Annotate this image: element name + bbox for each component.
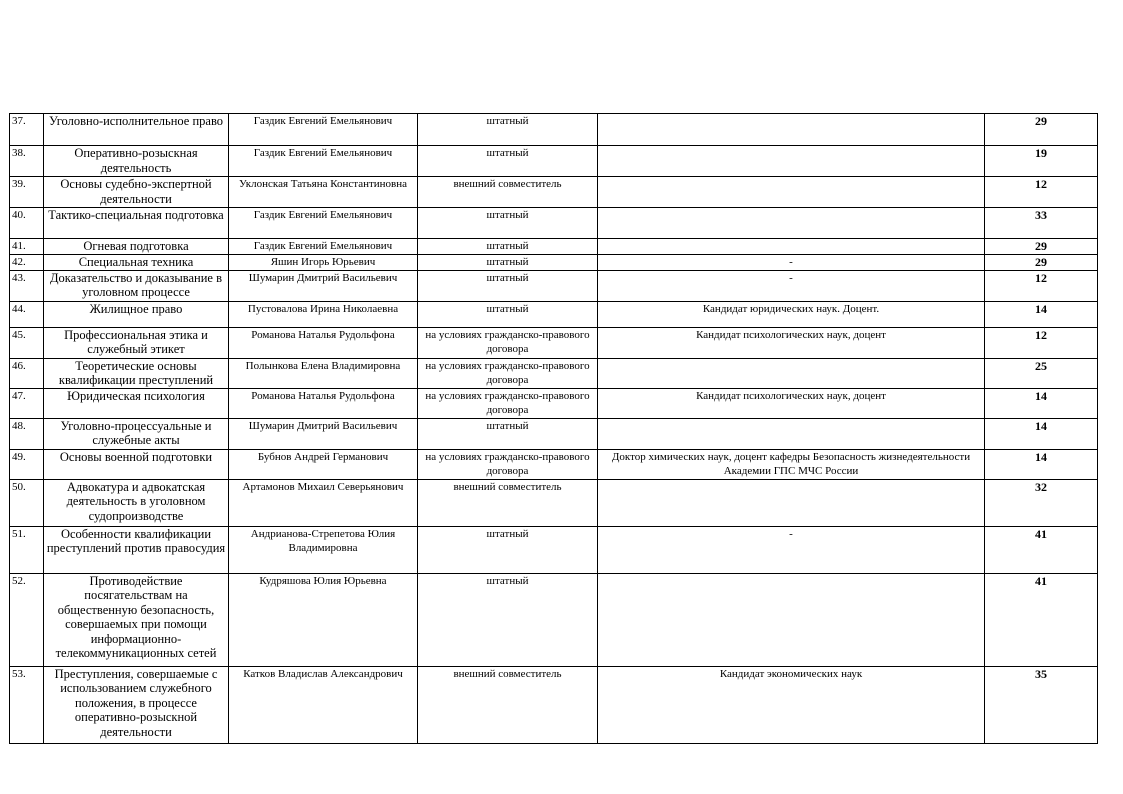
teacher-cell: Кудряшова Юлия Юрьевна	[229, 573, 418, 666]
employment-cell: внешний совместитель	[418, 666, 598, 743]
employment-cell: штатный	[418, 526, 598, 573]
subject-cell: Тактико-специальная подготовка	[44, 208, 229, 239]
subject-cell: Специальная техника	[44, 255, 229, 271]
teacher-cell: Катков Владислав Александрович	[229, 666, 418, 743]
hours-cell: 14	[985, 449, 1098, 479]
row-number: 50.	[10, 479, 44, 526]
subject-cell: Особенности квалификации преступлений против правосудия	[44, 526, 229, 573]
degree-cell: Кандидат юридических наук. Доцент.	[598, 301, 985, 327]
degree-cell	[598, 479, 985, 526]
subject-cell: Теоретические основы квалификации преступлений	[44, 358, 229, 388]
teacher-cell: Газдик Евгений Емельянович	[229, 146, 418, 177]
table-row	[10, 177, 1098, 208]
hours-cell: 12	[985, 270, 1098, 301]
subject-cell: Адвокатура и адвокатская деятельность в уголовном судопроизводстве	[44, 479, 229, 526]
subject-cell: Противодействие посягательствам на общественную безопасность, совершаемых при помощи информационно-телекоммуникационных сетей	[44, 573, 229, 666]
teacher-cell: Артамонов Михаил Северьянович	[229, 479, 418, 526]
degree-cell	[598, 114, 985, 146]
staff-table	[9, 113, 1098, 744]
employment-cell: внешний совместитель	[418, 177, 598, 208]
hours-cell: 29	[985, 114, 1098, 146]
employment-cell: внешний совместитель	[418, 479, 598, 526]
row-number: 53.	[10, 666, 44, 743]
teacher-cell: Полынкова Елена Владимировна	[229, 358, 418, 388]
degree-cell: -	[598, 526, 985, 573]
table-row	[10, 270, 1098, 301]
degree-cell: -	[598, 255, 985, 271]
employment-cell: штатный	[418, 208, 598, 239]
hours-cell: 29	[985, 239, 1098, 255]
employment-cell: штатный	[418, 418, 598, 449]
subject-cell: Доказательство и доказывание в уголовном процессе	[44, 270, 229, 301]
row-number: 42.	[10, 255, 44, 271]
teacher-cell: Яшин Игорь Юрьевич	[229, 255, 418, 271]
hours-cell: 32	[985, 479, 1098, 526]
hours-cell: 29	[985, 255, 1098, 271]
subject-cell: Огневая подготовка	[44, 239, 229, 255]
table-row	[10, 327, 1098, 358]
teacher-cell: Бубнов Андрей Германович	[229, 449, 418, 479]
teacher-cell: Романова Наталья Рудольфона	[229, 327, 418, 358]
degree-cell	[598, 146, 985, 177]
table-row	[10, 239, 1098, 255]
hours-cell: 25	[985, 358, 1098, 388]
hours-cell: 41	[985, 573, 1098, 666]
degree-cell	[598, 177, 985, 208]
table-row	[10, 301, 1098, 327]
employment-cell: штатный	[418, 239, 598, 255]
table-row	[10, 418, 1098, 449]
hours-cell: 41	[985, 526, 1098, 573]
hours-cell: 12	[985, 327, 1098, 358]
row-number: 40.	[10, 208, 44, 239]
table-row	[10, 358, 1098, 388]
table-row	[10, 526, 1098, 573]
table-row	[10, 573, 1098, 666]
degree-cell	[598, 208, 985, 239]
row-number: 38.	[10, 146, 44, 177]
degree-cell: Кандидат экономических наук	[598, 666, 985, 743]
teacher-cell: Шумарин Дмитрий Васильевич	[229, 418, 418, 449]
employment-cell: штатный	[418, 146, 598, 177]
teacher-cell: Газдик Евгений Емельянович	[229, 114, 418, 146]
degree-cell: Кандидат психологических наук, доцент	[598, 388, 985, 418]
row-number: 43.	[10, 270, 44, 301]
degree-cell	[598, 418, 985, 449]
employment-cell: на условиях гражданско-правового договора	[418, 358, 598, 388]
table-row	[10, 208, 1098, 239]
degree-cell: -	[598, 270, 985, 301]
hours-cell: 35	[985, 666, 1098, 743]
row-number: 45.	[10, 327, 44, 358]
row-number: 51.	[10, 526, 44, 573]
table-row	[10, 479, 1098, 526]
subject-cell: Уголовно-процессуальные и служебные акты	[44, 418, 229, 449]
teacher-cell: Газдик Евгений Емельянович	[229, 239, 418, 255]
table-row	[10, 114, 1098, 146]
teacher-cell: Андрианова-Стрепетова Юлия Владимировна	[229, 526, 418, 573]
subject-cell: Преступления, совершаемые с использованием служебного положения, в процессе оперативно-розыскной деятельности	[44, 666, 229, 743]
teacher-cell: Романова Наталья Рудольфона	[229, 388, 418, 418]
employment-cell: на условиях гражданско-правового договора	[418, 327, 598, 358]
table-row	[10, 666, 1098, 743]
hours-cell: 14	[985, 418, 1098, 449]
row-number: 41.	[10, 239, 44, 255]
hours-cell: 19	[985, 146, 1098, 177]
degree-cell	[598, 573, 985, 666]
row-number: 48.	[10, 418, 44, 449]
employment-cell: штатный	[418, 255, 598, 271]
teacher-cell: Шумарин Дмитрий Васильевич	[229, 270, 418, 301]
table-row	[10, 146, 1098, 177]
employment-cell: штатный	[418, 270, 598, 301]
employment-cell: на условиях гражданско-правового договора	[418, 449, 598, 479]
subject-cell: Уголовно-исполнительное право	[44, 114, 229, 146]
degree-cell	[598, 358, 985, 388]
hours-cell: 14	[985, 388, 1098, 418]
employment-cell: штатный	[418, 573, 598, 666]
degree-cell: Доктор химических наук, доцент кафедры Безопасность жизнедеятельности Академии ГПС МЧС России	[598, 449, 985, 479]
row-number: 37.	[10, 114, 44, 146]
subject-cell: Юридическая психология	[44, 388, 229, 418]
row-number: 39.	[10, 177, 44, 208]
degree-cell: Кандидат психологических наук, доцент	[598, 327, 985, 358]
subject-cell: Основы военной подготовки	[44, 449, 229, 479]
employment-cell: на условиях гражданско-правового договора	[418, 388, 598, 418]
teacher-cell: Газдик Евгений Емельянович	[229, 208, 418, 239]
table-row	[10, 388, 1098, 418]
hours-cell: 14	[985, 301, 1098, 327]
teacher-cell: Уклонская Татьяна Константиновна	[229, 177, 418, 208]
teacher-cell: Пустовалова Ирина Николаевна	[229, 301, 418, 327]
hours-cell: 33	[985, 208, 1098, 239]
row-number: 49.	[10, 449, 44, 479]
subject-cell: Профессиональная этика и служебный этикет	[44, 327, 229, 358]
table-row	[10, 255, 1098, 271]
employment-cell: штатный	[418, 301, 598, 327]
subject-cell: Оперативно-розыскная деятельность	[44, 146, 229, 177]
subject-cell: Жилищное право	[44, 301, 229, 327]
row-number: 52.	[10, 573, 44, 666]
hours-cell: 12	[985, 177, 1098, 208]
degree-cell	[598, 239, 985, 255]
subject-cell: Основы судебно-экспертной деятельности	[44, 177, 229, 208]
row-number: 46.	[10, 358, 44, 388]
table-row	[10, 449, 1098, 479]
row-number: 44.	[10, 301, 44, 327]
employment-cell: штатный	[418, 114, 598, 146]
row-number: 47.	[10, 388, 44, 418]
